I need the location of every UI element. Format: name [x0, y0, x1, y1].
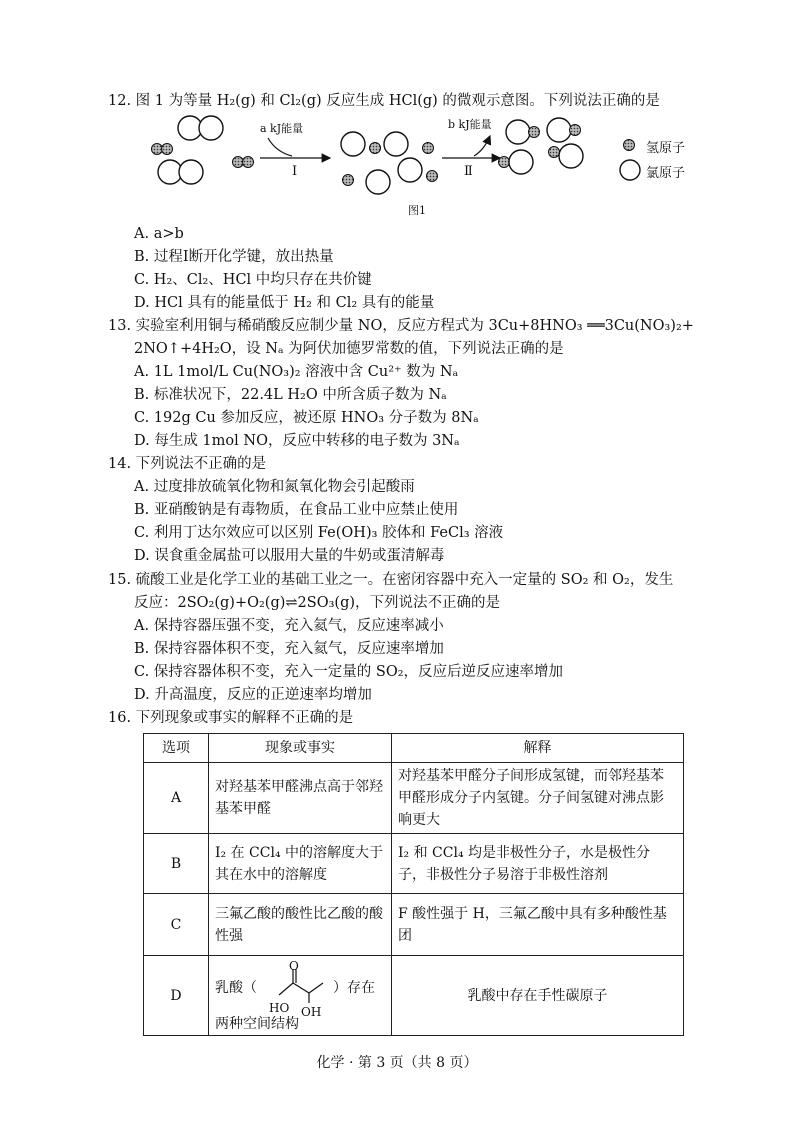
question-12-options: [108, 223, 698, 315]
option-c[interactable]: C. 利用丁达尔效应可以区别 Fe(OH)₃ 胶体和 FeCl₃ 溶液: [134, 525, 504, 541]
row-explain: F 酸性强于 H，三氟乙酸中具有多种酸性基团: [392, 894, 684, 956]
option-c[interactable]: C. 192g Cu 参加反应，被还原 HNO₃ 分子数为 8Nₐ: [134, 410, 479, 426]
option-c[interactable]: C. 保持容器体积不变，充入一定量的 SO₂，反应后逆反应速率增加: [134, 664, 564, 680]
legend-h-label: 氢原子: [646, 141, 686, 156]
header-explain: 解释: [392, 734, 684, 763]
energy-absorb-arrow: [268, 138, 292, 156]
figure-caption: 图1: [408, 204, 426, 217]
lactic-suffix: ）存在: [333, 979, 375, 996]
hcl-molecule: [506, 120, 540, 144]
question-15: [108, 569, 698, 707]
explanation-table: [143, 733, 684, 1036]
question-stem-line-2: 反应：2SO₂(g)+O₂(g)⇌2SO₃(g)，下列说法不正确的是: [134, 595, 501, 611]
option-a[interactable]: A. 保持容器压强不变，充入氦气，反应速率减小: [134, 618, 444, 634]
option-b[interactable]: B. 过程Ⅰ断开化学键，放出热量: [134, 249, 334, 265]
lactic-prefix: 乳酸（: [215, 979, 257, 996]
legend-h-atom: [624, 140, 635, 151]
row-explain: I₂ 和 CCl₄ 均是非极性分子，水是极性分子，非极性分子易溶于非极性溶剂: [392, 834, 684, 894]
legend-cl-atom: [620, 160, 640, 180]
ho-label: HO: [269, 1000, 290, 1015]
row-fact: 三氟乙酸的酸性比乙酸的酸性强: [209, 894, 392, 956]
table-row: [144, 894, 684, 956]
arrow-2-label: b kJ能量: [448, 118, 492, 131]
energy-release-arrow: [474, 136, 490, 156]
question-13: [108, 315, 698, 453]
question-number: 12.: [108, 93, 132, 109]
option-b[interactable]: B. 保持容器体积不变，充入氦气，反应速率增加: [134, 641, 444, 657]
option-a[interactable]: A. 1L 1mol/L Cu(NO₃)₂ 溶液中含 Cu²⁺ 数为 Nₐ: [134, 364, 459, 380]
option-d[interactable]: D. 每生成 1mol NO，反应中转移的电子数为 3Nₐ: [134, 433, 460, 449]
cl2-molecule: [158, 160, 203, 184]
question-stem: 下列说法不正确的是: [135, 456, 267, 472]
question-stem-line-1: 硫酸工业是化学工业的基础工业之一。在密闭容器中充入一定量的 SO₂ 和 O₂，发生: [135, 572, 674, 588]
h2-molecule: [152, 144, 173, 155]
question-stem: 下列现象或事实的解释不正确的是: [135, 710, 354, 726]
question-stem-line-2: 2NO↑+4H₂O，设 Nₐ 为阿伏加德罗常数的值，下列说法正确的是: [134, 341, 564, 357]
header-option: 选项: [144, 734, 209, 763]
page-footer: 化学 · 第 3 页（共 8 页）: [316, 1055, 478, 1071]
arrow-2-roman: Ⅱ: [464, 164, 473, 179]
question-16: [108, 707, 698, 730]
arrow-1-label: a kJ能量: [260, 122, 304, 135]
table-header-row: [144, 734, 684, 763]
table-row: [144, 763, 684, 834]
row-explain: 乳酸中存在手性碳原子: [392, 956, 684, 1036]
option-a[interactable]: A. a>b: [134, 226, 184, 242]
oh-label: OH: [301, 1004, 322, 1019]
row-fact: I₂ 在 CCl₄ 中的溶解度大于其在水中的溶解度: [209, 834, 392, 894]
hcl-molecule: [499, 150, 534, 174]
row-option[interactable]: D: [144, 956, 209, 1036]
option-c[interactable]: C. H₂、Cl₂、HCl 中均只存在共价键: [134, 272, 372, 288]
row-fact: 对羟基苯甲醛沸点高于邻羟基苯甲醛: [209, 763, 392, 834]
option-d[interactable]: D. 误食重金属盐可以服用大量的牛奶或蛋清解毒: [134, 548, 445, 564]
option-a[interactable]: A. 过度排放硫氧化物和氮氧化物会引起酸雨: [134, 479, 415, 495]
arrow-1-roman: Ⅰ: [292, 164, 298, 179]
lactic-line-2: 两种空间结构: [215, 1015, 299, 1032]
figure-1-reaction-diagram: [150, 112, 710, 220]
option-b[interactable]: B. 亚硝酸钠是有毒物质，在食品工业中应禁止使用: [134, 502, 459, 518]
question-12: [108, 90, 698, 113]
row-fact-lactic-acid: [209, 956, 392, 1036]
question-number: 15.: [108, 572, 132, 588]
h2-molecule: [233, 157, 254, 168]
row-option[interactable]: B: [144, 834, 209, 894]
question-14: [108, 453, 698, 568]
question-number: 13.: [108, 318, 132, 334]
carbonyl-o-label: O: [289, 958, 299, 973]
row-explain: 对羟基苯甲醛分子间形成氢键，而邻羟基苯甲醛形成分子内氢键。分子间氢键对沸点影响更大: [392, 763, 684, 834]
table-row: [144, 834, 684, 894]
row-option[interactable]: A: [144, 763, 209, 834]
header-fact: 现象或事实: [209, 734, 392, 763]
option-b[interactable]: B. 标准状况下，22.4L H₂O 中所含质子数为 Nₐ: [134, 387, 447, 403]
question-stem: 图 1 为等量 H₂(g) 和 Cl₂(g) 反应生成 HCl(g) 的微观示意图。下列说法正确的是: [135, 93, 660, 109]
hcl-molecule: [547, 118, 581, 142]
question-number: 16.: [108, 710, 132, 726]
question-number: 14.: [108, 456, 132, 472]
table-row: [144, 956, 684, 1036]
molecule-diagram: [150, 112, 710, 220]
question-stem-line-1: 实验室利用铜与稀硝酸反应制少量 NO，反应方程式为 3Cu+8HNO₃ ══3Cu(NO₃)₂+: [135, 318, 694, 334]
row-option[interactable]: C: [144, 894, 209, 956]
cl2-molecule: [178, 116, 223, 140]
hcl-molecule: [549, 144, 584, 168]
legend-cl-label: 氯原子: [646, 166, 686, 181]
option-d[interactable]: D. 升高温度，反应的正逆速率均增加: [134, 687, 372, 703]
option-d[interactable]: D. HCl 具有的能量低于 H₂ 和 Cl₂ 具有的能量: [134, 295, 435, 311]
